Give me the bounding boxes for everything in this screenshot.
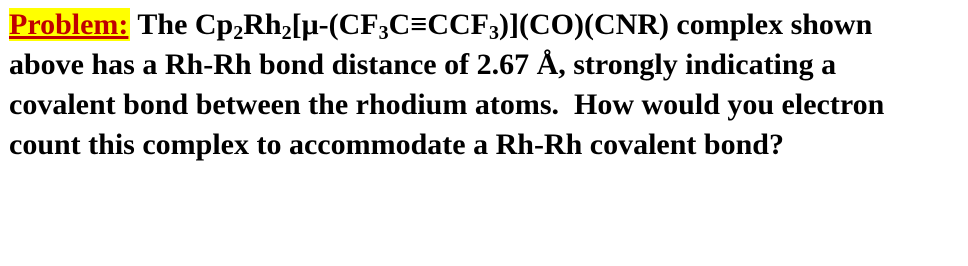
problem-line-3: covalent bond between the rhodium atoms. How would you electron [9,88,885,121]
problem-statement [9,5,961,165]
formula-part: C≡CCF [388,8,489,41]
formula-subscript: 3 [378,22,389,44]
problem-line-4: count this complex to accommodate a Rh-Rh covalent bond? [9,128,784,161]
formula-part: [μ-(CF [291,8,379,41]
formula-part: The Cp [130,8,234,41]
formula-part: )](CO)(CNR) complex shown [499,8,873,41]
formula-subscript: 3 [489,22,499,44]
formula-part: Rh [243,8,282,41]
problem-label: Problem: [9,8,129,41]
formula-subscript: 2 [233,22,244,44]
problem-line-1 [9,5,961,45]
formula-subscript: 2 [281,22,292,44]
problem-line-2: above has a Rh-Rh bond distance of 2.67 Å, strongly indicating a [9,48,837,81]
